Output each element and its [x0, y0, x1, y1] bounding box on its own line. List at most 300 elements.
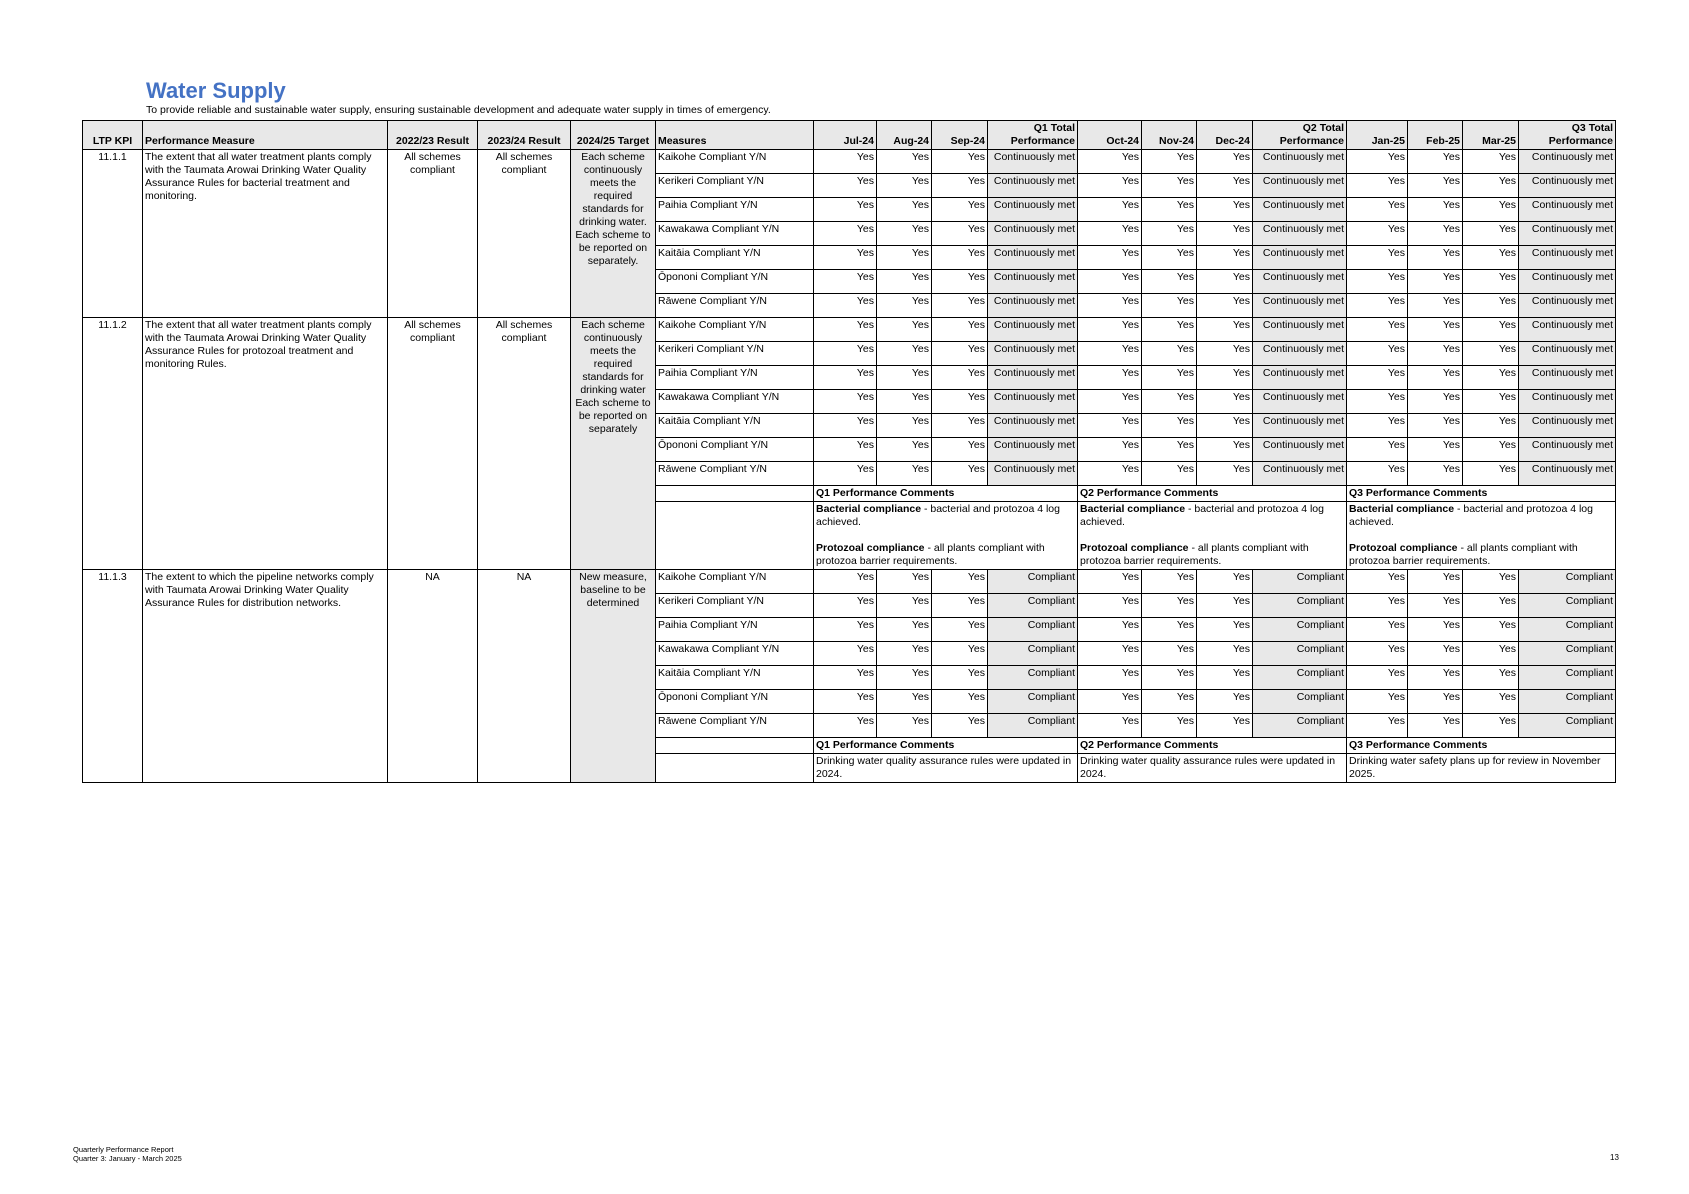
header-nov-24: Nov-24	[1142, 121, 1197, 150]
dec-value: Yes	[1197, 714, 1253, 738]
q3-total-value: Compliant	[1519, 570, 1616, 594]
jan-value: Yes	[1347, 246, 1408, 270]
aug-value: Yes	[877, 390, 932, 414]
header-ltp-kpi: LTP KPI	[83, 121, 143, 150]
performance-measure: The extent that all water treatment plants comply with the Taumata Arowai Drinking Water Quality Assurance Rules for bacterial treatment and monitoring.	[143, 150, 388, 318]
jul-value: Yes	[814, 414, 877, 438]
sep-value: Yes	[932, 570, 988, 594]
jul-value: Yes	[814, 222, 877, 246]
dec-value: Yes	[1197, 414, 1253, 438]
scheme-measure: Paihia Compliant Y/N	[656, 366, 814, 390]
feb-value: Yes	[1408, 714, 1463, 738]
q2-total-value: Continuously met	[1253, 270, 1347, 294]
jan-value: Yes	[1347, 366, 1408, 390]
result-2023-24: All schemes compliant	[478, 150, 571, 318]
jul-value: Yes	[814, 390, 877, 414]
scheme-measure: Kaitāia Compliant Y/N	[656, 666, 814, 690]
jan-value: Yes	[1347, 150, 1408, 174]
nov-value: Yes	[1142, 414, 1197, 438]
mar-value: Yes	[1463, 714, 1519, 738]
oct-value: Yes	[1078, 462, 1142, 486]
header-q2-total: Q2 Total Performance	[1253, 121, 1347, 150]
mar-value: Yes	[1463, 618, 1519, 642]
header-2023-24-result: 2023/24 Result	[478, 121, 571, 150]
oct-value: Yes	[1078, 198, 1142, 222]
aug-value: Yes	[877, 594, 932, 618]
q1-total-value: Compliant	[988, 594, 1078, 618]
oct-value: Yes	[1078, 390, 1142, 414]
header-jul-24: Jul-24	[814, 121, 877, 150]
sep-value: Yes	[932, 618, 988, 642]
jul-value: Yes	[814, 642, 877, 666]
comments-spacer	[656, 486, 814, 502]
jan-value: Yes	[1347, 318, 1408, 342]
aug-value: Yes	[877, 438, 932, 462]
page-number: 13	[1610, 1153, 1619, 1162]
q1-total-value: Compliant	[988, 714, 1078, 738]
q1-total-value: Continuously met	[988, 174, 1078, 198]
q3-comments-label: Q3 Performance Comments	[1347, 738, 1616, 754]
oct-value: Yes	[1078, 414, 1142, 438]
q1-total-value: Continuously met	[988, 150, 1078, 174]
dec-value: Yes	[1197, 642, 1253, 666]
sep-value: Yes	[932, 246, 988, 270]
q2-comments	[1078, 502, 1347, 570]
q1-total-value: Continuously met	[988, 438, 1078, 462]
nov-value: Yes	[1142, 342, 1197, 366]
oct-value: Yes	[1078, 246, 1142, 270]
feb-value: Yes	[1408, 690, 1463, 714]
q3-total-value: Continuously met	[1519, 270, 1616, 294]
feb-value: Yes	[1408, 366, 1463, 390]
comments-spacer	[656, 738, 814, 754]
sep-value: Yes	[932, 174, 988, 198]
page-subtitle: To provide reliable and sustainable water supply, ensuring sustainable development and adequate water supply in times of emergency.	[146, 104, 771, 116]
scheme-measure: Ōpononi Compliant Y/N	[656, 270, 814, 294]
kpi-table	[82, 120, 1616, 783]
jan-value: Yes	[1347, 342, 1408, 366]
comments-spacer	[656, 502, 814, 570]
sep-value: Yes	[932, 642, 988, 666]
protozoal-label: Protozoal compliance	[1080, 542, 1189, 554]
aug-value: Yes	[877, 246, 932, 270]
q1-total-value: Continuously met	[988, 294, 1078, 318]
aug-value: Yes	[877, 270, 932, 294]
nov-value: Yes	[1142, 150, 1197, 174]
q1-total-value: Continuously met	[988, 462, 1078, 486]
protozoal-comment	[1349, 542, 1613, 568]
aug-value: Yes	[877, 366, 932, 390]
q2-total-value: Continuously met	[1253, 222, 1347, 246]
scheme-measure: Kaikohe Compliant Y/N	[656, 570, 814, 594]
header-dec-24: Dec-24	[1197, 121, 1253, 150]
q1-total-value: Compliant	[988, 570, 1078, 594]
q2-total-value: Continuously met	[1253, 294, 1347, 318]
jan-value: Yes	[1347, 414, 1408, 438]
comments-spacer	[656, 754, 814, 783]
table-row	[83, 570, 1616, 594]
nov-value: Yes	[1142, 222, 1197, 246]
oct-value: Yes	[1078, 666, 1142, 690]
nov-value: Yes	[1142, 438, 1197, 462]
dec-value: Yes	[1197, 174, 1253, 198]
q2-total-value: Continuously met	[1253, 246, 1347, 270]
jan-value: Yes	[1347, 642, 1408, 666]
nov-value: Yes	[1142, 294, 1197, 318]
header-mar-25: Mar-25	[1463, 121, 1519, 150]
q3-total-value: Compliant	[1519, 714, 1616, 738]
aug-value: Yes	[877, 318, 932, 342]
jul-value: Yes	[814, 342, 877, 366]
dec-value: Yes	[1197, 246, 1253, 270]
header-2022-23-result: 2022/23 Result	[388, 121, 478, 150]
jul-value: Yes	[814, 618, 877, 642]
mar-value: Yes	[1463, 342, 1519, 366]
nov-value: Yes	[1142, 642, 1197, 666]
sep-value: Yes	[932, 594, 988, 618]
q2-total-value: Compliant	[1253, 594, 1347, 618]
nov-value: Yes	[1142, 270, 1197, 294]
nov-value: Yes	[1142, 570, 1197, 594]
q1-comments-label: Q1 Performance Comments	[814, 486, 1078, 502]
q1-total-value: Continuously met	[988, 318, 1078, 342]
scheme-measure: Kaikohe Compliant Y/N	[656, 150, 814, 174]
aug-value: Yes	[877, 174, 932, 198]
feb-value: Yes	[1408, 174, 1463, 198]
scheme-measure: Kaikohe Compliant Y/N	[656, 318, 814, 342]
feb-value: Yes	[1408, 414, 1463, 438]
mar-value: Yes	[1463, 270, 1519, 294]
feb-value: Yes	[1408, 666, 1463, 690]
sep-value: Yes	[932, 690, 988, 714]
q3-total-value: Continuously met	[1519, 390, 1616, 414]
nov-value: Yes	[1142, 246, 1197, 270]
dec-value: Yes	[1197, 294, 1253, 318]
q3-total-value: Continuously met	[1519, 318, 1616, 342]
result-2022-23: All schemes compliant	[388, 318, 478, 570]
mar-value: Yes	[1463, 642, 1519, 666]
header-oct-24: Oct-24	[1078, 121, 1142, 150]
q2-total-value: Continuously met	[1253, 366, 1347, 390]
sep-value: Yes	[932, 342, 988, 366]
q3-total-value: Compliant	[1519, 690, 1616, 714]
dec-value: Yes	[1197, 366, 1253, 390]
mar-value: Yes	[1463, 570, 1519, 594]
q2-total-value: Compliant	[1253, 570, 1347, 594]
mar-value: Yes	[1463, 294, 1519, 318]
q3-total-value: Continuously met	[1519, 342, 1616, 366]
aug-value: Yes	[877, 198, 932, 222]
performance-measure: The extent that all water treatment plants comply with the Taumata Arowai Drinking Water Quality Assurance Rules for protozoal treatment and monitoring Rules.	[143, 318, 388, 570]
dec-value: Yes	[1197, 318, 1253, 342]
q1-comments	[814, 502, 1078, 570]
oct-value: Yes	[1078, 642, 1142, 666]
sep-value: Yes	[932, 366, 988, 390]
jul-value: Yes	[814, 570, 877, 594]
mar-value: Yes	[1463, 390, 1519, 414]
header-measures: Measures	[656, 121, 814, 150]
sep-value: Yes	[932, 150, 988, 174]
feb-value: Yes	[1408, 294, 1463, 318]
dec-value: Yes	[1197, 594, 1253, 618]
jul-value: Yes	[814, 714, 877, 738]
q3-total-value: Continuously met	[1519, 294, 1616, 318]
bacterial-comment	[1080, 503, 1344, 529]
q2-total-value: Continuously met	[1253, 174, 1347, 198]
result-2023-24: NA	[478, 570, 571, 783]
bacterial-label: Bacterial compliance	[816, 503, 922, 515]
header-jan-25: Jan-25	[1347, 121, 1408, 150]
bacterial-comment	[816, 503, 1075, 529]
nov-value: Yes	[1142, 366, 1197, 390]
mar-value: Yes	[1463, 222, 1519, 246]
header-feb-25: Feb-25	[1408, 121, 1463, 150]
page-title: Water Supply	[146, 78, 286, 103]
kpi-id: 11.1.3	[83, 570, 143, 783]
q1-total-value: Continuously met	[988, 222, 1078, 246]
mar-value: Yes	[1463, 690, 1519, 714]
jan-value: Yes	[1347, 174, 1408, 198]
dec-value: Yes	[1197, 666, 1253, 690]
kpi-table-body	[83, 150, 1616, 783]
dec-value: Yes	[1197, 222, 1253, 246]
jul-value: Yes	[814, 462, 877, 486]
jan-value: Yes	[1347, 390, 1408, 414]
scheme-measure: Ōpononi Compliant Y/N	[656, 690, 814, 714]
oct-value: Yes	[1078, 270, 1142, 294]
target-2024-25: Each scheme continuously meets the required standards for drinking water Each scheme to be reported on separately	[571, 318, 656, 570]
q2-total-value: Compliant	[1253, 714, 1347, 738]
protozoal-label: Protozoal compliance	[816, 542, 925, 554]
sep-value: Yes	[932, 414, 988, 438]
jan-value: Yes	[1347, 594, 1408, 618]
header-performance-measure: Performance Measure	[143, 121, 388, 150]
q3-comments-label: Q3 Performance Comments	[1347, 486, 1616, 502]
aug-value: Yes	[877, 714, 932, 738]
sep-value: Yes	[932, 198, 988, 222]
footer	[73, 1145, 182, 1163]
jan-value: Yes	[1347, 462, 1408, 486]
jan-value: Yes	[1347, 438, 1408, 462]
q2-total-value: Continuously met	[1253, 414, 1347, 438]
q1-total-value: Continuously met	[988, 390, 1078, 414]
q2-total-value: Compliant	[1253, 666, 1347, 690]
dec-value: Yes	[1197, 150, 1253, 174]
nov-value: Yes	[1142, 594, 1197, 618]
aug-value: Yes	[877, 342, 932, 366]
oct-value: Yes	[1078, 366, 1142, 390]
header-q1-total: Q1 Total Performance	[988, 121, 1078, 150]
result-2023-24: All schemes compliant	[478, 318, 571, 570]
q1-total-value: Continuously met	[988, 270, 1078, 294]
jul-value: Yes	[814, 666, 877, 690]
q2-total-value: Continuously met	[1253, 150, 1347, 174]
feb-value: Yes	[1408, 438, 1463, 462]
q3-total-value: Compliant	[1519, 642, 1616, 666]
jan-value: Yes	[1347, 570, 1408, 594]
nov-value: Yes	[1142, 462, 1197, 486]
jan-value: Yes	[1347, 198, 1408, 222]
target-2024-25: Each scheme continuously meets the required standards for drinking water. Each scheme to be reported on separately.	[571, 150, 656, 318]
bacterial-text: - bacterial and protozoa 4 log achieved.	[1349, 503, 1596, 528]
sep-value: Yes	[932, 318, 988, 342]
scheme-measure: Kawakawa Compliant Y/N	[656, 222, 814, 246]
q2-total-value: Compliant	[1253, 690, 1347, 714]
jul-value: Yes	[814, 690, 877, 714]
feb-value: Yes	[1408, 642, 1463, 666]
protozoal-label: Protozoal compliance	[1349, 542, 1458, 554]
jan-value: Yes	[1347, 294, 1408, 318]
nov-value: Yes	[1142, 198, 1197, 222]
aug-value: Yes	[877, 462, 932, 486]
bacterial-comment	[1349, 503, 1613, 529]
mar-value: Yes	[1463, 246, 1519, 270]
scheme-measure: Kaitāia Compliant Y/N	[656, 246, 814, 270]
nov-value: Yes	[1142, 318, 1197, 342]
q2-comments-label: Q2 Performance Comments	[1078, 738, 1347, 754]
q1-total-value: Compliant	[988, 618, 1078, 642]
sep-value: Yes	[932, 222, 988, 246]
bacterial-text: - bacterial and protozoa 4 log achieved.	[1080, 503, 1327, 528]
jul-value: Yes	[814, 294, 877, 318]
q3-total-value: Continuously met	[1519, 198, 1616, 222]
oct-value: Yes	[1078, 342, 1142, 366]
feb-value: Yes	[1408, 570, 1463, 594]
jan-value: Yes	[1347, 222, 1408, 246]
dec-value: Yes	[1197, 570, 1253, 594]
q3-total-value: Continuously met	[1519, 462, 1616, 486]
table-row	[83, 150, 1616, 174]
jul-value: Yes	[814, 366, 877, 390]
scheme-measure: Ōpononi Compliant Y/N	[656, 438, 814, 462]
table-row	[83, 318, 1616, 342]
bacterial-label: Bacterial compliance	[1349, 503, 1455, 515]
feb-value: Yes	[1408, 198, 1463, 222]
kpi-id: 11.1.1	[83, 150, 143, 318]
aug-value: Yes	[877, 690, 932, 714]
dec-value: Yes	[1197, 462, 1253, 486]
target-2024-25: New measure, baseline to be determined	[571, 570, 656, 783]
q3-total-value: Continuously met	[1519, 150, 1616, 174]
jul-value: Yes	[814, 198, 877, 222]
nov-value: Yes	[1142, 390, 1197, 414]
scheme-measure: Rāwene Compliant Y/N	[656, 714, 814, 738]
dec-value: Yes	[1197, 270, 1253, 294]
mar-value: Yes	[1463, 174, 1519, 198]
scheme-measure: Rāwene Compliant Y/N	[656, 294, 814, 318]
oct-value: Yes	[1078, 594, 1142, 618]
aug-value: Yes	[877, 222, 932, 246]
q2-total-value: Continuously met	[1253, 198, 1347, 222]
footer-quarter: Quarter 3: January - March 2025	[73, 1154, 182, 1163]
oct-value: Yes	[1078, 222, 1142, 246]
oct-value: Yes	[1078, 318, 1142, 342]
jul-value: Yes	[814, 594, 877, 618]
q1-total-value: Compliant	[988, 642, 1078, 666]
q1-comments: Drinking water quality assurance rules were updated in 2024.	[814, 754, 1078, 783]
jul-value: Yes	[814, 438, 877, 462]
oct-value: Yes	[1078, 714, 1142, 738]
header-2024-25-target: 2024/25 Target	[571, 121, 656, 150]
feb-value: Yes	[1408, 318, 1463, 342]
q2-total-value: Continuously met	[1253, 342, 1347, 366]
q3-total-value: Continuously met	[1519, 438, 1616, 462]
nov-value: Yes	[1142, 666, 1197, 690]
jan-value: Yes	[1347, 690, 1408, 714]
aug-value: Yes	[877, 642, 932, 666]
scheme-measure: Kerikeri Compliant Y/N	[656, 174, 814, 198]
mar-value: Yes	[1463, 366, 1519, 390]
oct-value: Yes	[1078, 294, 1142, 318]
bacterial-text: - bacterial and protozoa 4 log achieved.	[816, 503, 1063, 528]
sep-value: Yes	[932, 270, 988, 294]
q2-total-value: Compliant	[1253, 618, 1347, 642]
jul-value: Yes	[814, 318, 877, 342]
jan-value: Yes	[1347, 270, 1408, 294]
result-2022-23: All schemes compliant	[388, 150, 478, 318]
header-aug-24: Aug-24	[877, 121, 932, 150]
q1-total-value: Compliant	[988, 690, 1078, 714]
aug-value: Yes	[877, 666, 932, 690]
q3-total-value: Continuously met	[1519, 246, 1616, 270]
mar-value: Yes	[1463, 414, 1519, 438]
scheme-measure: Kaitāia Compliant Y/N	[656, 414, 814, 438]
nov-value: Yes	[1142, 174, 1197, 198]
scheme-measure: Paihia Compliant Y/N	[656, 198, 814, 222]
protozoal-text: - all plants compliant with protozoa barrier requirements.	[1349, 542, 1581, 567]
aug-value: Yes	[877, 618, 932, 642]
q3-total-value: Compliant	[1519, 594, 1616, 618]
q1-total-value: Continuously met	[988, 198, 1078, 222]
dec-value: Yes	[1197, 390, 1253, 414]
jul-value: Yes	[814, 174, 877, 198]
mar-value: Yes	[1463, 150, 1519, 174]
header-q3-total: Q3 Total Performance	[1519, 121, 1616, 150]
sep-value: Yes	[932, 714, 988, 738]
dec-value: Yes	[1197, 198, 1253, 222]
jan-value: Yes	[1347, 666, 1408, 690]
result-2022-23: NA	[388, 570, 478, 783]
protozoal-comment	[1080, 542, 1344, 568]
feb-value: Yes	[1408, 594, 1463, 618]
nov-value: Yes	[1142, 618, 1197, 642]
q3-total-value: Compliant	[1519, 666, 1616, 690]
q1-total-value: Continuously met	[988, 414, 1078, 438]
header-row	[83, 121, 1616, 150]
jul-value: Yes	[814, 150, 877, 174]
oct-value: Yes	[1078, 150, 1142, 174]
oct-value: Yes	[1078, 438, 1142, 462]
oct-value: Yes	[1078, 174, 1142, 198]
aug-value: Yes	[877, 414, 932, 438]
aug-value: Yes	[877, 150, 932, 174]
scheme-measure: Paihia Compliant Y/N	[656, 618, 814, 642]
feb-value: Yes	[1408, 462, 1463, 486]
kpi-id: 11.1.2	[83, 318, 143, 570]
oct-value: Yes	[1078, 570, 1142, 594]
q1-total-value: Continuously met	[988, 342, 1078, 366]
aug-value: Yes	[877, 570, 932, 594]
nov-value: Yes	[1142, 690, 1197, 714]
q2-total-value: Continuously met	[1253, 462, 1347, 486]
q3-comments: Drinking water safety plans up for review in November 2025.	[1347, 754, 1616, 783]
q1-total-value: Compliant	[988, 666, 1078, 690]
sep-value: Yes	[932, 390, 988, 414]
jul-value: Yes	[814, 270, 877, 294]
mar-value: Yes	[1463, 318, 1519, 342]
dec-value: Yes	[1197, 690, 1253, 714]
feb-value: Yes	[1408, 390, 1463, 414]
